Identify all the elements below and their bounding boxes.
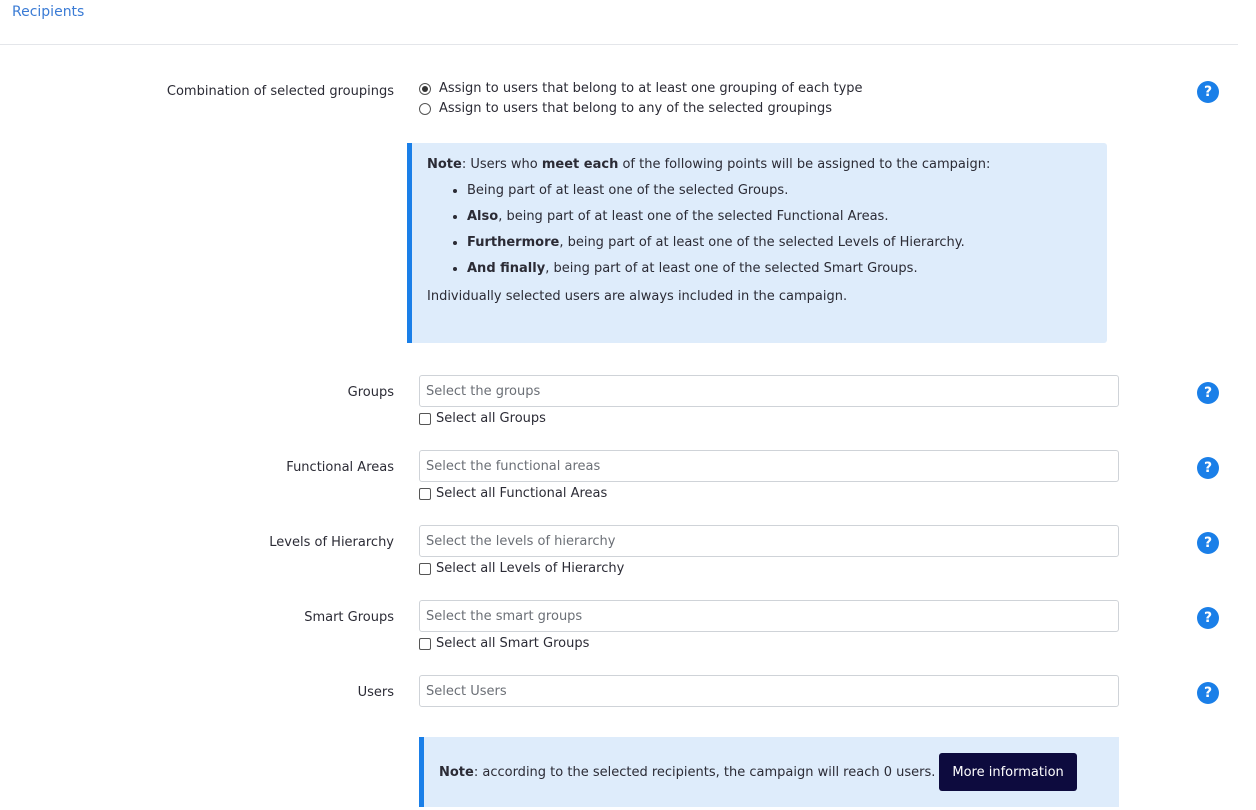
radio-option-each-type[interactable] — [419, 81, 863, 96]
help-icon[interactable]: ? — [1197, 382, 1219, 404]
smart-groups-label: Smart Groups — [304, 610, 394, 625]
checkbox[interactable] — [419, 413, 431, 425]
checkbox-label: Select all Levels of Hierarchy — [436, 561, 625, 576]
note-point-bold: And finally — [467, 261, 546, 276]
note-intro — [427, 157, 1091, 173]
checkbox-label: Select all Functional Areas — [436, 486, 608, 501]
note-point-bold: Furthermore — [467, 235, 560, 250]
note-list — [427, 183, 1091, 277]
users-select-input[interactable] — [419, 675, 1119, 707]
radio-button-checked[interactable] — [419, 83, 431, 95]
checkbox-label: Select all Groups — [436, 411, 546, 426]
checkbox[interactable] — [419, 638, 431, 650]
functional-areas-label: Functional Areas — [286, 460, 394, 475]
help-icon[interactable]: ? — [1197, 532, 1219, 554]
note-prefix: Note — [427, 157, 462, 172]
more-information-button[interactable]: More information — [939, 753, 1076, 791]
select-all-functional-areas[interactable] — [419, 486, 607, 501]
groups-select-input[interactable] — [419, 375, 1119, 407]
select-all-groups[interactable] — [419, 411, 546, 426]
radio-button[interactable] — [419, 103, 431, 115]
levels-label: Levels of Hierarchy — [269, 535, 394, 550]
help-icon[interactable]: ? — [1197, 682, 1219, 704]
help-icon[interactable]: ? — [1197, 457, 1219, 479]
note-point-text: , being part of at least one of the selected Smart Groups. — [545, 261, 918, 276]
note-point-text: Being part of at least one of the selected Groups. — [467, 183, 789, 198]
note-point — [467, 209, 1091, 225]
radio-option-label: Assign to users that belong to any of the selected groupings — [439, 101, 833, 116]
radio-option-any[interactable] — [419, 101, 832, 116]
levels-select-input[interactable] — [419, 525, 1119, 557]
note-point-bold: Also — [467, 209, 499, 224]
scroll-gutter — [1238, 0, 1256, 810]
smart-groups-select-input[interactable] — [419, 600, 1119, 632]
radio-option-label: Assign to users that belong to at least one grouping of each type — [439, 81, 863, 96]
note-box — [407, 143, 1107, 343]
help-icon[interactable]: ? — [1197, 607, 1219, 629]
help-icon[interactable]: ? — [1197, 81, 1219, 103]
checkbox-label: Select all Smart Groups — [436, 636, 590, 651]
reach-note-prefix: Note — [439, 764, 474, 780]
combination-label: Combination of selected groupings — [166, 84, 394, 99]
section-header — [0, 0, 1238, 45]
users-label: Users — [357, 685, 394, 700]
note-point — [467, 235, 1091, 251]
note-text: : Users who — [461, 157, 542, 172]
note-point-text: , being part of at least one of the selected Levels of Hierarchy. — [559, 235, 965, 250]
note-point — [467, 261, 1091, 277]
functional-areas-select-input[interactable] — [419, 450, 1119, 482]
note-footer: Individually selected users are always included in the campaign. — [427, 289, 848, 304]
checkbox[interactable] — [419, 563, 431, 575]
select-all-smart-groups[interactable] — [419, 636, 589, 651]
reach-note-text: : according to the selected recipients, the campaign will reach 0 users. — [473, 764, 936, 780]
select-all-levels[interactable] — [419, 561, 624, 576]
reach-note — [419, 737, 1119, 807]
note-point — [467, 183, 1091, 199]
note-bold: meet each — [541, 157, 619, 172]
section-title[interactable]: Recipients — [12, 4, 85, 20]
groups-label: Groups — [347, 385, 394, 400]
checkbox[interactable] — [419, 488, 431, 500]
note-point-text: , being part of at least one of the selected Functional Areas. — [498, 209, 889, 224]
note-text: of the following points will be assigned to the campaign: — [618, 157, 991, 172]
